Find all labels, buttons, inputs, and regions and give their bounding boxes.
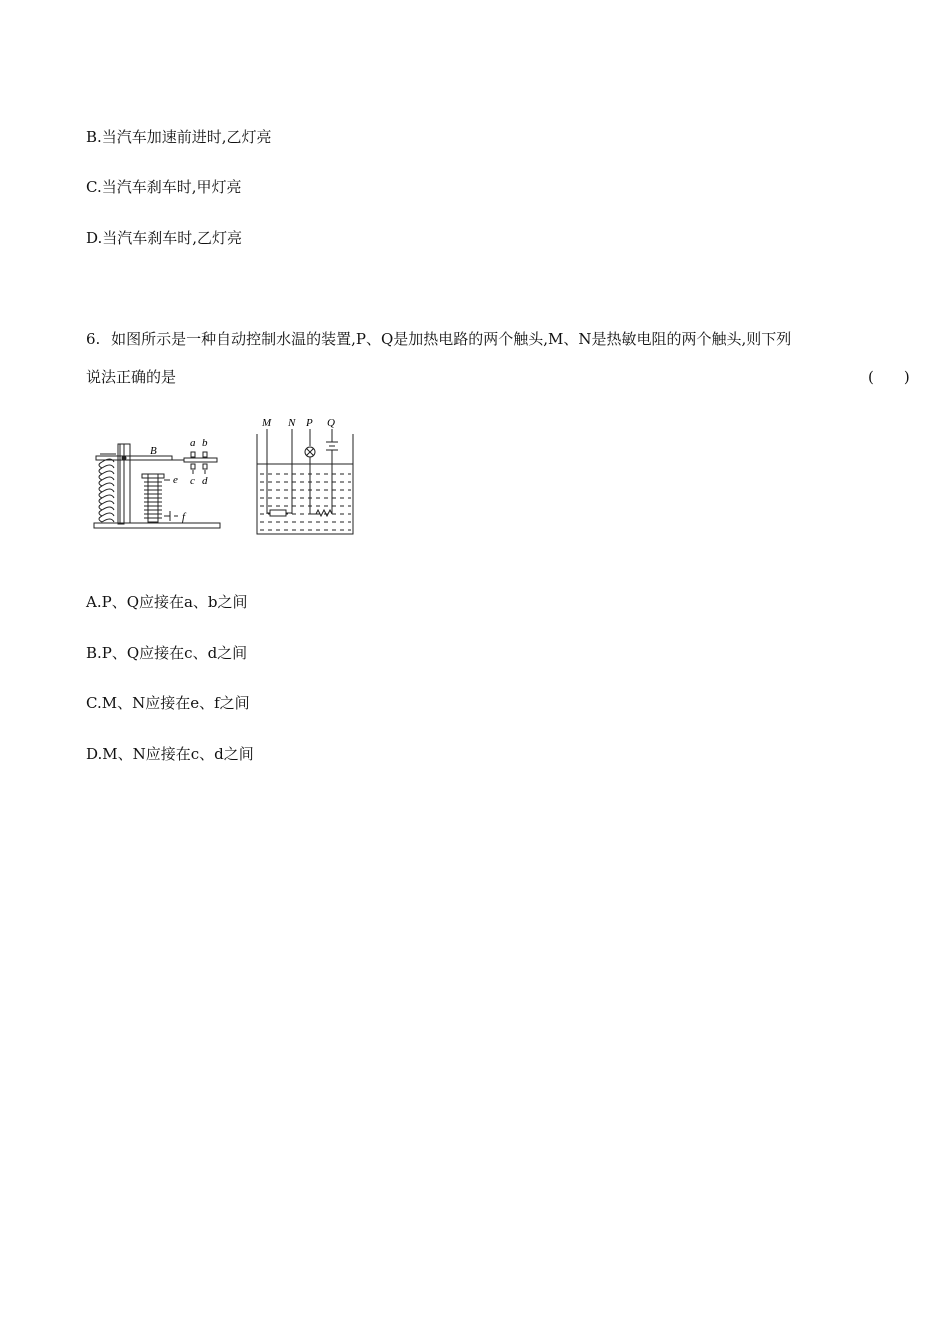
label-b: b (202, 437, 208, 449)
label-M: M (262, 417, 272, 429)
label-f: f (182, 511, 186, 523)
thermistor (270, 510, 286, 516)
option-b-prev: B.当汽车加速前进时,乙灯亮 (86, 128, 272, 146)
answer-parentheses: ( ) (868, 368, 910, 386)
water-tank-figure (252, 414, 362, 539)
label-c: c (190, 475, 195, 487)
spring-left (100, 454, 116, 522)
heater-coil (310, 510, 332, 516)
label-N: N (288, 417, 296, 429)
option-b: B.P、Q应接在c、d之间 (86, 644, 248, 662)
question-stem-text: 如图所示是一种自动控制水温的装置,P、Q是加热电路的两个触头,M、N是热敏电阻的两个触头,则下列 (111, 330, 792, 348)
question-6-stem-line1 (86, 329, 791, 349)
option-a: A.P、Q应接在a、b之间 (86, 593, 248, 611)
contact-arm (184, 458, 217, 462)
question-6-stem-line2: 说法正确的是 (86, 368, 177, 386)
label-a: a (190, 437, 196, 449)
question-number: 6. (86, 330, 101, 348)
relay-figure (92, 416, 227, 538)
electromagnet-coil (144, 478, 162, 518)
base-plate (94, 523, 220, 528)
option-c: C.M、N应接在e、f之间 (86, 694, 250, 712)
label-d: d (202, 475, 208, 487)
label-e: e (173, 474, 178, 486)
option-c-prev: C.当汽车刹车时,甲灯亮 (86, 178, 242, 196)
label-B: B (150, 445, 157, 457)
water-dashes (260, 474, 351, 530)
tank-outline (257, 434, 353, 534)
option-d-prev: D.当汽车刹车时,乙灯亮 (86, 229, 243, 247)
label-Q: Q (327, 417, 335, 429)
option-d: D.M、N应接在c、d之间 (86, 745, 254, 763)
label-P: P (306, 417, 313, 429)
